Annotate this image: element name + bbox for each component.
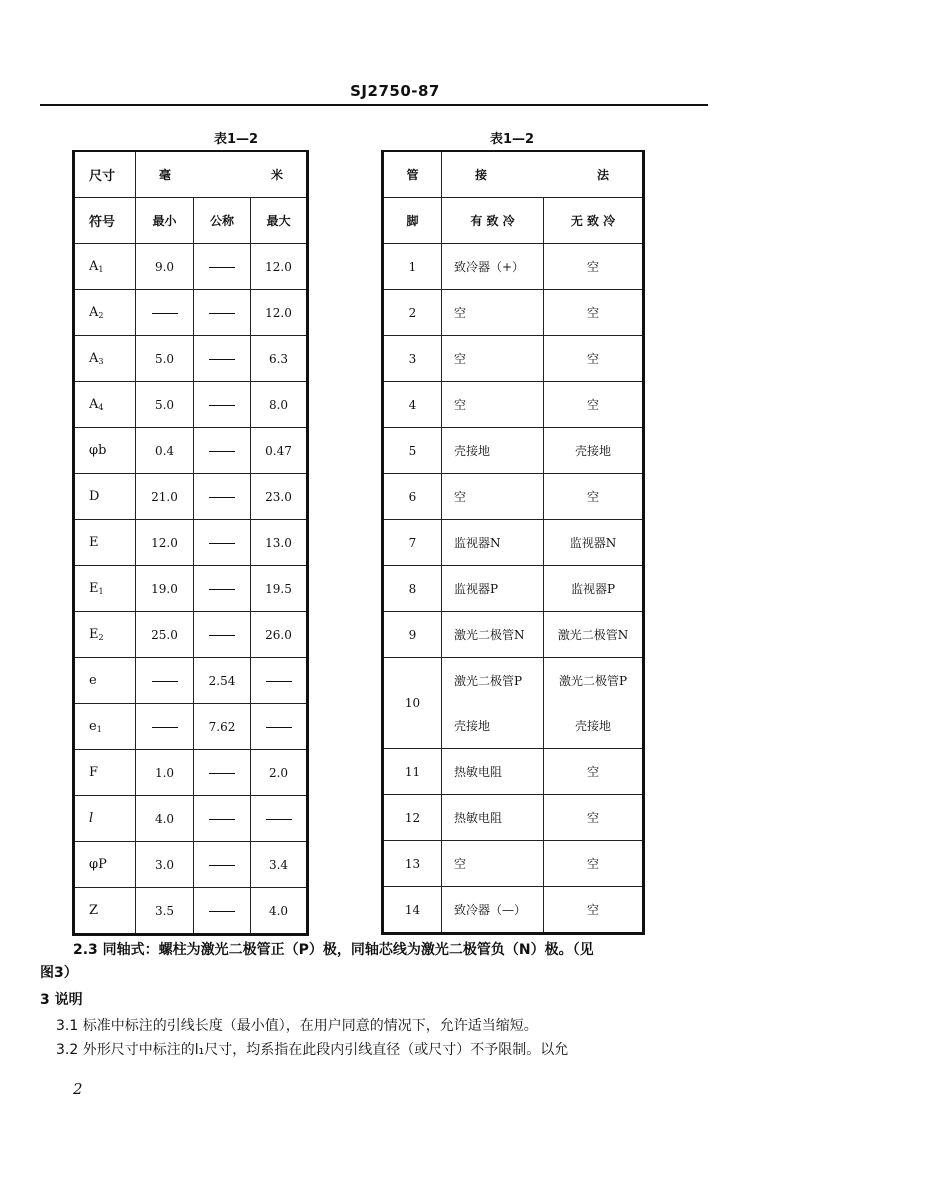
dim-max: 8.0	[251, 382, 308, 428]
pin-number: 7	[383, 520, 442, 566]
dim-max	[251, 704, 308, 750]
table-row	[383, 290, 644, 336]
dims-header-symbol: 符号	[74, 198, 136, 244]
dim-symbol-text: F	[89, 765, 99, 780]
dash-mark	[209, 819, 235, 820]
table-row	[383, 612, 644, 658]
dash-mark	[209, 543, 235, 544]
dash-mark	[209, 359, 235, 360]
dash-mark	[266, 727, 292, 728]
pin-cooled: 壳接地	[442, 428, 544, 474]
dim-symbol-text: e	[89, 673, 97, 688]
table-row	[383, 336, 644, 382]
dim-max: 12.0	[251, 244, 308, 290]
pin-number: 8	[383, 566, 442, 612]
dash-mark	[152, 681, 178, 682]
dash-mark	[209, 497, 235, 498]
dim-min: 0.4	[136, 428, 194, 474]
dim-min: 5.0	[136, 382, 194, 428]
table-row	[383, 658, 644, 704]
dash-mark	[209, 865, 235, 866]
pin-cooled: 空	[442, 841, 544, 887]
dim-max: 23.0	[251, 474, 308, 520]
table-row	[383, 566, 644, 612]
dim-nom	[194, 888, 251, 935]
dim-nom	[194, 336, 251, 382]
pin-number: 6	[383, 474, 442, 520]
dim-min: 19.0	[136, 566, 194, 612]
pin-number: 1	[383, 244, 442, 290]
pin-number: 2	[383, 290, 442, 336]
dim-symbol-subscript: 3	[98, 357, 104, 366]
header-rule	[40, 104, 708, 106]
table-row	[74, 428, 308, 474]
table-row	[74, 290, 308, 336]
dim-symbol	[74, 888, 136, 935]
table-row	[383, 244, 644, 290]
pin-cooled: 监视器P	[442, 566, 544, 612]
dim-nom	[194, 428, 251, 474]
dims-header-unit-char2: 米	[271, 168, 284, 182]
pin-uncooled: 空	[544, 336, 644, 382]
dims-header-max: 最大	[251, 198, 308, 244]
dash-mark	[209, 773, 235, 774]
pin-cooled: 空	[442, 290, 544, 336]
pin-number: 14	[383, 887, 442, 934]
pin-uncooled: 壳接地	[544, 428, 644, 474]
dim-symbol-subscript: 2	[98, 311, 104, 320]
dim-nom: 7.62	[194, 704, 251, 750]
pin-cooled: 空	[442, 336, 544, 382]
dim-max	[251, 658, 308, 704]
table-row	[74, 704, 308, 750]
dim-max: 12.0	[251, 290, 308, 336]
dim-min: 21.0	[136, 474, 194, 520]
dim-min: 4.0	[136, 796, 194, 842]
pin-number: 13	[383, 841, 442, 887]
pin-cooled: 热敏电阻	[442, 749, 544, 795]
dims-header-row-2	[74, 198, 308, 244]
dim-max	[251, 796, 308, 842]
dim-max: 13.0	[251, 520, 308, 566]
dims-header-size: 尺寸	[74, 151, 136, 198]
dim-symbol	[74, 704, 136, 750]
dim-nom	[194, 520, 251, 566]
dim-min: 12.0	[136, 520, 194, 566]
pin-connection-table	[381, 150, 645, 935]
dim-nom	[194, 750, 251, 796]
pins-header-pin: 管	[383, 151, 442, 198]
dim-symbol-subscript: 1	[98, 265, 104, 274]
pin-uncooled: 空	[544, 290, 644, 336]
dim-symbol-subscript: 2	[98, 633, 104, 642]
dim-max: 3.4	[251, 842, 308, 888]
para-3-1: 3.1 标准中标注的引线长度（最小值），在用户同意的情况下，允许适当缩短。	[56, 1018, 538, 1034]
dim-nom	[194, 290, 251, 336]
pin-number: 10	[383, 658, 442, 749]
dash-mark	[152, 727, 178, 728]
dim-min: 1.0	[136, 750, 194, 796]
pin-cooled: 监视器N	[442, 520, 544, 566]
pin-uncooled: 空	[544, 887, 644, 934]
dim-symbol-subscript: 1	[96, 725, 102, 734]
dim-symbol-text: A	[89, 305, 99, 320]
para-2-3-line2: 图3）	[40, 965, 78, 981]
pin-number: 12	[383, 795, 442, 841]
pin-number: 4	[383, 382, 442, 428]
table-row	[74, 474, 308, 520]
dash-mark	[209, 589, 235, 590]
pin-cooled: 空	[442, 382, 544, 428]
dim-symbol	[74, 336, 136, 382]
pin-number: 9	[383, 612, 442, 658]
dim-symbol	[74, 842, 136, 888]
table-row	[74, 796, 308, 842]
dim-symbol	[74, 750, 136, 796]
dim-symbol	[74, 520, 136, 566]
para-2-3-line1: 2.3 同轴式：螺柱为激光二极管正（P）极，同轴芯线为激光二极管负（N）极。（见	[73, 942, 594, 958]
dim-min	[136, 658, 194, 704]
table-row	[74, 382, 308, 428]
dim-min: 5.0	[136, 336, 194, 382]
dim-nom	[194, 244, 251, 290]
table-row	[383, 382, 644, 428]
dim-symbol	[74, 658, 136, 704]
pin-cooled: 热敏电阻	[442, 795, 544, 841]
dim-max: 26.0	[251, 612, 308, 658]
pins-header-uncooled: 无 致 冷	[544, 198, 644, 244]
dim-max: 6.3	[251, 336, 308, 382]
table-row	[383, 749, 644, 795]
table-row	[74, 658, 308, 704]
dim-symbol-subscript: 4	[98, 403, 104, 412]
dim-symbol-text: Z	[89, 903, 99, 918]
dim-symbol	[74, 612, 136, 658]
section-3-heading: 3 说明	[40, 992, 83, 1008]
pin-uncooled: 激光二极管P	[544, 658, 644, 704]
dim-max: 0.47	[251, 428, 308, 474]
table-dims-caption: 表1—2	[214, 132, 259, 147]
pin-uncooled: 监视器P	[544, 566, 644, 612]
dim-symbol	[74, 796, 136, 842]
table-row	[74, 612, 308, 658]
pin-uncooled: 壳接地	[544, 703, 644, 749]
pin-cooled: 激光二极管P	[442, 658, 544, 704]
table-row	[383, 841, 644, 887]
pin-uncooled: 空	[544, 795, 644, 841]
dim-symbol-text: A	[89, 259, 99, 274]
dash-mark	[209, 911, 235, 912]
table-row	[383, 520, 644, 566]
dash-mark	[266, 681, 292, 682]
dim-symbol-text: E	[89, 627, 99, 642]
dash-mark	[209, 405, 235, 406]
pin-uncooled: 空	[544, 382, 644, 428]
dim-symbol	[74, 428, 136, 474]
dim-symbol-text: E	[89, 581, 99, 596]
dim-min: 3.0	[136, 842, 194, 888]
dim-min: 9.0	[136, 244, 194, 290]
page-number: 2	[73, 1080, 83, 1098]
table-row	[74, 750, 308, 796]
para-3-2: 3.2 外形尺寸中标注的l₁尺寸，均系指在此段内引线直径（或尺寸）不予限制。以允	[56, 1042, 569, 1058]
pin-cooled: 致冷器（—）	[442, 887, 544, 934]
pin-cooled: 空	[442, 474, 544, 520]
dims-header-unit	[136, 151, 308, 198]
dim-symbol-text: e	[89, 719, 97, 734]
pins-header-row-1	[383, 151, 644, 198]
dim-symbol	[74, 566, 136, 612]
dim-symbol	[74, 382, 136, 428]
table-row	[383, 795, 644, 841]
dim-symbol	[74, 244, 136, 290]
pin-cooled: 致冷器（+）	[442, 244, 544, 290]
dim-nom	[194, 382, 251, 428]
dim-min	[136, 290, 194, 336]
dim-nom: 2.54	[194, 658, 251, 704]
pin-number: 3	[383, 336, 442, 382]
pin-uncooled: 空	[544, 749, 644, 795]
pins-header-connection-char2: 法	[597, 168, 610, 182]
table-row	[383, 887, 644, 934]
dims-header-unit-char1: 毫	[158, 168, 171, 182]
dim-symbol-text: A	[89, 397, 99, 412]
dim-symbol	[74, 290, 136, 336]
pins-header-row-2	[383, 198, 644, 244]
dim-min: 3.5	[136, 888, 194, 935]
pin-uncooled: 空	[544, 474, 644, 520]
table-row	[383, 428, 644, 474]
pins-header-cooled: 有 致 冷	[442, 198, 544, 244]
dim-max: 19.5	[251, 566, 308, 612]
dims-header-nom: 公称	[194, 198, 251, 244]
dim-symbol-text: E	[89, 535, 99, 550]
dim-nom	[194, 474, 251, 520]
pin-cooled: 激光二极管N	[442, 612, 544, 658]
document-id: SJ2750-87	[350, 82, 440, 100]
dim-max: 2.0	[251, 750, 308, 796]
dash-mark	[209, 313, 235, 314]
pins-header-connection	[442, 151, 644, 198]
dim-nom	[194, 566, 251, 612]
pin-number: 11	[383, 749, 442, 795]
pin-uncooled: 空	[544, 244, 644, 290]
dim-nom	[194, 842, 251, 888]
dim-symbol-text: A	[89, 351, 99, 366]
dash-mark	[266, 819, 292, 820]
dims-header-row-1	[74, 151, 308, 198]
pin-number: 5	[383, 428, 442, 474]
dim-symbol	[74, 474, 136, 520]
table-row	[74, 336, 308, 382]
table-row	[383, 474, 644, 520]
table-row	[74, 520, 308, 566]
table-row	[74, 244, 308, 290]
dim-symbol-text: φb	[89, 443, 107, 458]
dim-symbol-text: φP	[89, 857, 107, 872]
dim-min	[136, 704, 194, 750]
dimensions-table	[72, 150, 309, 936]
dim-symbol-subscript: 1	[98, 587, 104, 596]
pin-cooled: 壳接地	[442, 703, 544, 749]
table-pins-caption: 表1—2	[490, 132, 535, 147]
dim-symbol-text: l	[89, 811, 94, 826]
dash-mark	[209, 635, 235, 636]
dim-min: 25.0	[136, 612, 194, 658]
table-row	[74, 566, 308, 612]
dim-max: 4.0	[251, 888, 308, 935]
table-row	[74, 842, 308, 888]
pins-header-foot: 脚	[383, 198, 442, 244]
dim-nom	[194, 796, 251, 842]
table-row	[74, 888, 308, 935]
dash-mark	[209, 267, 235, 268]
dash-mark	[209, 451, 235, 452]
pin-uncooled: 空	[544, 841, 644, 887]
pin-uncooled: 监视器N	[544, 520, 644, 566]
dash-mark	[152, 313, 178, 314]
pins-header-connection-char1: 接	[474, 168, 487, 182]
dim-symbol-text: D	[89, 489, 100, 504]
dim-nom	[194, 612, 251, 658]
dims-header-min: 最小	[136, 198, 194, 244]
pin-uncooled: 激光二极管N	[544, 612, 644, 658]
